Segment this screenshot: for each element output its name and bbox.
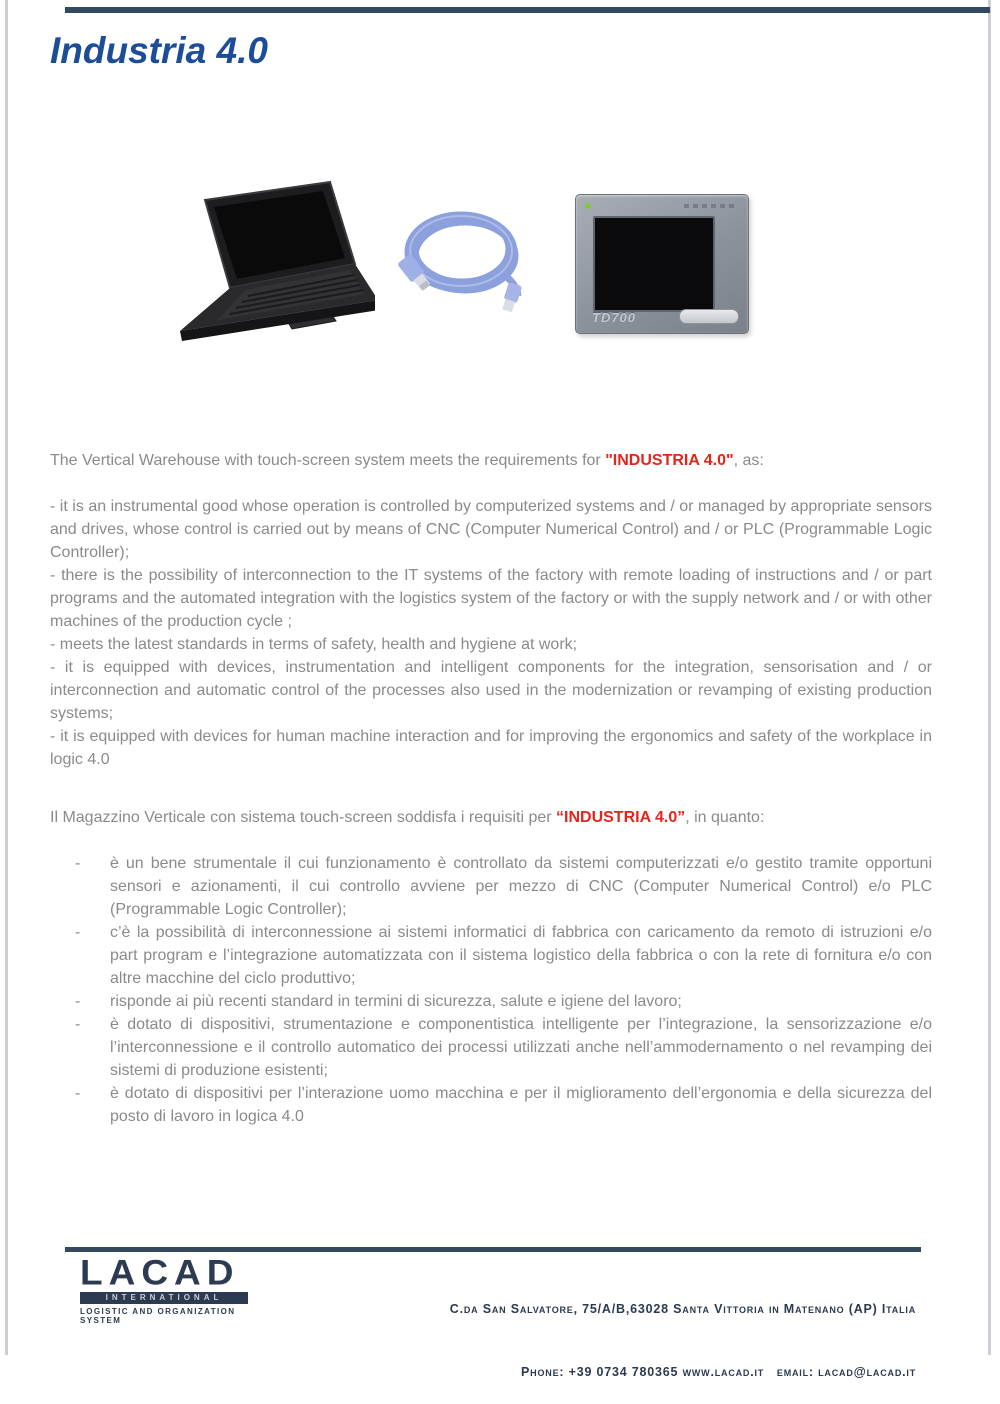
bullet-dash: - bbox=[75, 1016, 81, 1033]
panel-led bbox=[585, 203, 591, 209]
bullet-dash: - bbox=[75, 993, 81, 1010]
panel-model-label: TD700 bbox=[592, 310, 637, 325]
header-rule bbox=[65, 7, 990, 13]
bullet-text: è un bene strumentale il cui funzionamento è controllato da sistemi computerizzati e/o gestito tramite opportuni sensori e azionamenti, il cui controllo avviene per mezzo di CNC (Computer Numerical Control) e/o PLC (Programmable Logic Controller); bbox=[110, 855, 932, 918]
bullet-text: c’è la possibilità di interconnessione ai sistemi informatici di fabbrica con caricamento da remoto di istruzioni e/o part program e l’integrazione automatizzata con il sistema logistico della fabbrica o con la rete di fornitura e/o con altre macchine del ciclo produttivo; bbox=[110, 924, 932, 987]
bullet-dash: - bbox=[75, 924, 81, 941]
italian-intro: Il Magazzino Verticale con sistema touch-screen soddisfa i requisiti per “INDUSTRIA 4.0”, in quanto: bbox=[50, 809, 765, 826]
bullet-text: risponde ai più recenti standard in termini di sicurezza, salute e igiene del lavoro; bbox=[110, 993, 682, 1010]
paragraph: - there is the possibility of interconnection to the IT systems of the factory with remote loading of instructions and / or part programs and the automated integration with the logistics system of the factory or with the supply network and / or with other machines of the production cycle ; bbox=[50, 567, 932, 630]
english-section bbox=[50, 449, 932, 771]
lacad-logo bbox=[80, 1255, 255, 1325]
laptop-image bbox=[150, 178, 375, 346]
footer-rule bbox=[65, 1247, 921, 1252]
logo-tagline: LOGISTIC AND ORGANIZATION SYSTEM bbox=[80, 1307, 236, 1325]
bullet-text: è dotato di dispositivi, strumentazione e componentistica intelligente per l’integrazione, la sensorizzazione e/o l’interconnessione e il controllo automatico dei processi utilizzati anche nell’ammodernamento o nel revamping dei sistemi di produzione esistenti; bbox=[110, 1016, 932, 1079]
panel-brand-marks bbox=[684, 204, 736, 208]
page-left-border bbox=[5, 0, 8, 1355]
logo-wordmark: LACAD bbox=[80, 1253, 240, 1292]
footer-contact bbox=[340, 1257, 916, 1404]
page-right-border bbox=[988, 0, 991, 1355]
list-item bbox=[75, 990, 932, 1013]
panel-slide-button bbox=[679, 309, 739, 324]
paragraph: - it is equipped with devices for human machine interaction and for improving the ergonomics and safety of the workplace in logic 4.0 bbox=[50, 728, 932, 768]
bullet-dash: - bbox=[75, 1085, 81, 1102]
logo-international-bar: INTERNATIONAL bbox=[80, 1292, 248, 1304]
footer-address: C.da San Salvatore, 75/A/B,63028 Santa Vittoria in Matenano (AP) Italia bbox=[449, 1302, 916, 1316]
industria-highlight-en: "INDUSTRIA 4.0" bbox=[605, 452, 734, 469]
english-intro: The Vertical Warehouse with touch-screen system meets the requirements for "INDUSTRIA 4.0", as: bbox=[50, 452, 764, 469]
industria-highlight-it: “INDUSTRIA 4.0” bbox=[556, 809, 686, 826]
footer-phone-line: Phone: +39 0734 780365 www.lacad.it email: lacad@lacad.it bbox=[521, 1365, 916, 1379]
paragraph: - it is equipped with devices, instrumentation and intelligent components for the integration, sensorisation and / or interconnection and automatic control of the processes also used in the modernization or revamping of existing production systems; bbox=[50, 659, 932, 722]
paragraph: - meets the latest standards in terms of safety, health and hygiene at work; bbox=[50, 636, 578, 653]
ethernet-cable-image bbox=[383, 202, 538, 314]
list-item bbox=[75, 1082, 932, 1128]
list-item bbox=[75, 921, 932, 990]
bullet-text: è dotato di dispositivi per l’interazione uomo macchina e per il miglioramento dell’ergonomia e della sicurezza del posto di lavoro in logica 4.0 bbox=[110, 1085, 932, 1125]
touch-panel-image bbox=[575, 194, 749, 334]
panel-screen bbox=[593, 216, 715, 312]
list-item bbox=[75, 852, 932, 921]
italian-bullet-list bbox=[75, 852, 932, 1128]
page-title: Industria 4.0 bbox=[50, 30, 268, 71]
paragraph: - it is an instrumental good whose operation is controlled by computerized systems and / or managed by appropriate sensors and drives, whose control is carried out by means of CNC (Computer Numerical Control) and / or PLC (Programmable Logic Controller); bbox=[50, 498, 932, 561]
bullet-dash: - bbox=[75, 855, 81, 872]
list-item bbox=[75, 1013, 932, 1082]
